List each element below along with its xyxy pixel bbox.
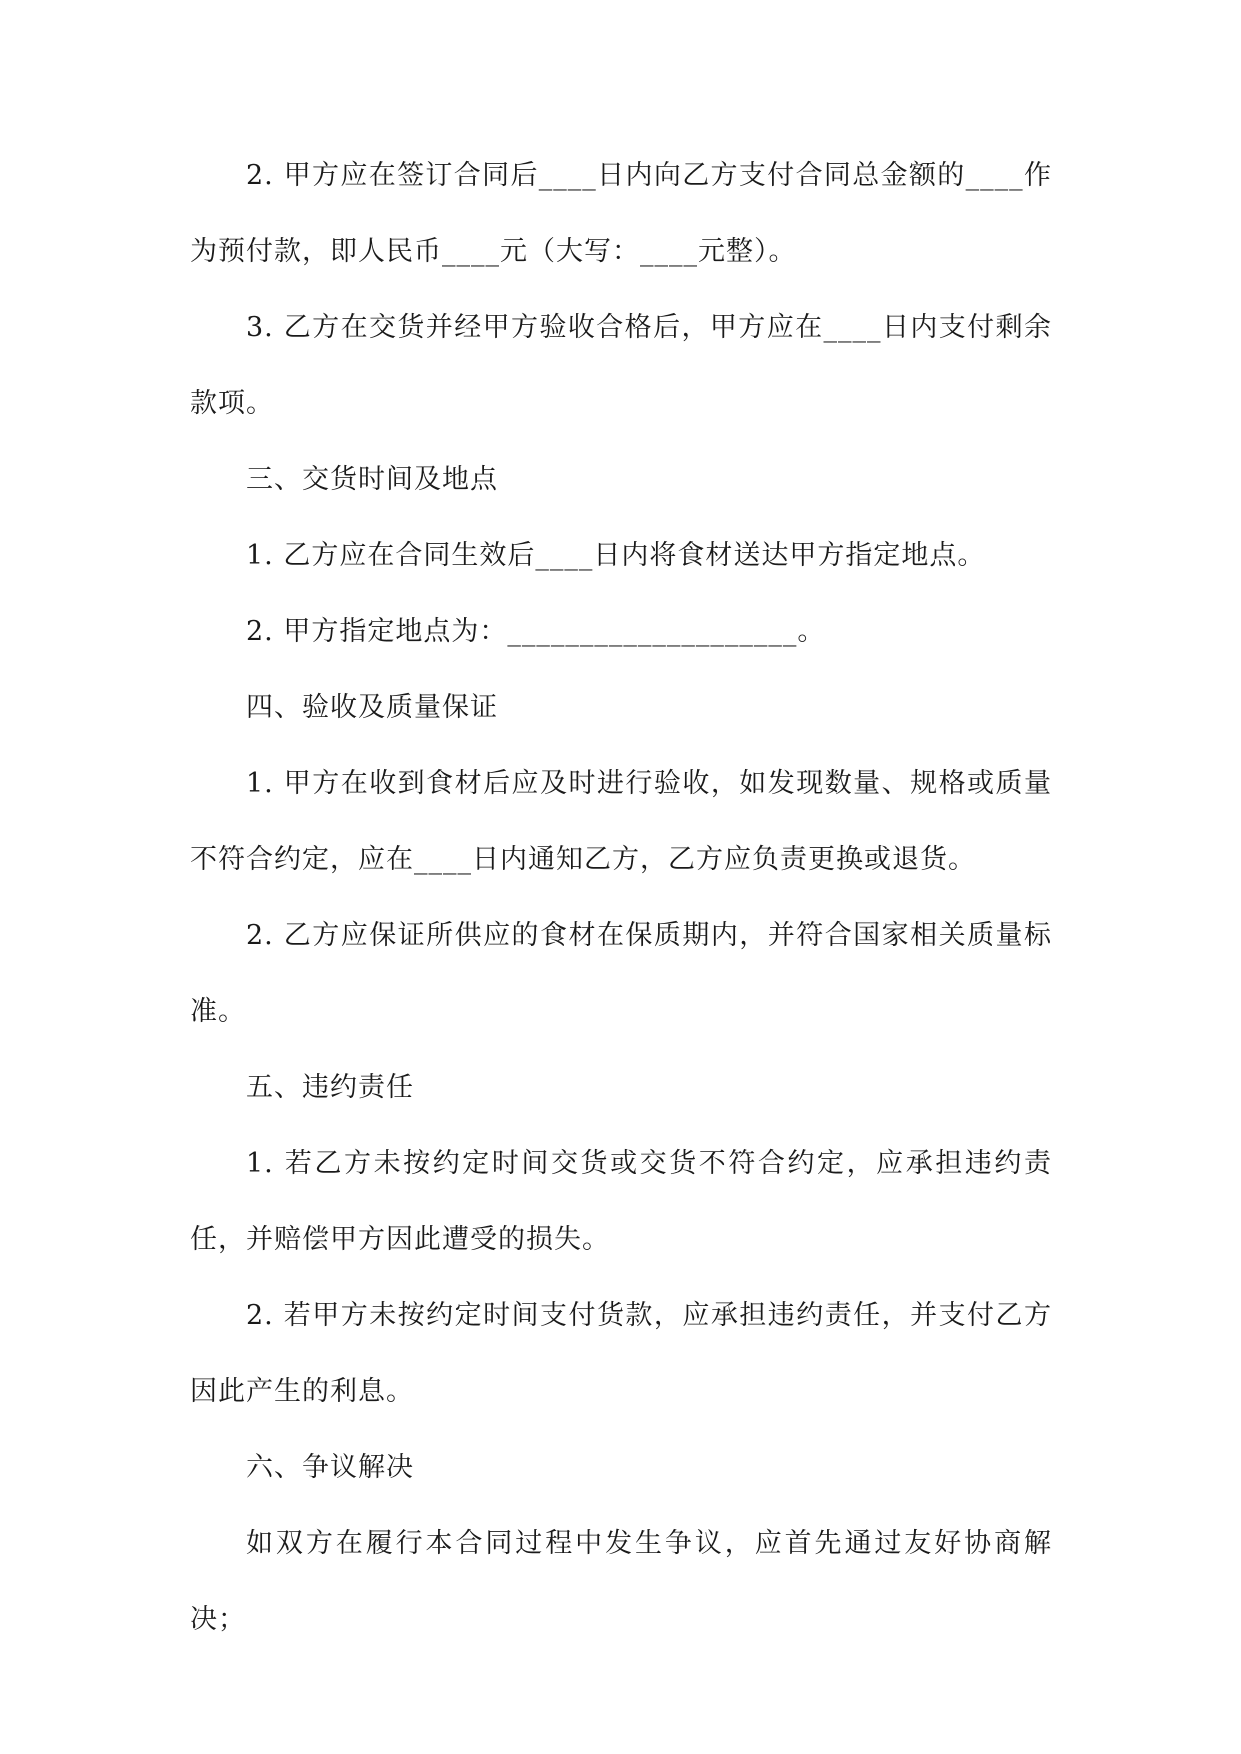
clause-liability-1: 1. 若乙方未按约定时间交货或交货不符合约定，应承担违约责任，并赔偿甲方因此遭受的损失。 <box>190 1148 1052 1255</box>
clause-liability-2: 2. 若甲方未按约定时间支付货款，应承担违约责任，并支付乙方因此产生的利息。 <box>190 1300 1052 1407</box>
section-heading-dispute: 六、争议解决 <box>246 1452 414 1483</box>
clause-delivery-1: 1. 乙方应在合同生效后____日内将食材送达甲方指定地点。 <box>246 540 986 571</box>
document-body <box>190 138 1052 1658</box>
clause-delivery-2: 2. 甲方指定地点为：____________________。 <box>246 616 826 647</box>
section-heading-delivery: 三、交货时间及地点 <box>246 464 498 495</box>
section-heading-acceptance: 四、验收及质量保证 <box>246 692 498 723</box>
clause-2-prepayment: 2. 甲方应在签订合同后____日内向乙方支付合同总金额的____作为预付款，即人民币____元（大写：____元整）。 <box>190 160 1052 267</box>
clause-acceptance-1: 1. 甲方在收到食材后应及时进行验收，如发现数量、规格或质量不符合约定，应在____日内通知乙方，乙方应负责更换或退货。 <box>190 768 1052 875</box>
section-heading-liability: 五、违约责任 <box>246 1072 414 1103</box>
clause-acceptance-2: 2. 乙方应保证所供应的食材在保质期内，并符合国家相关质量标准。 <box>190 920 1052 1027</box>
clause-3-remaining-payment: 3. 乙方在交货并经甲方验收合格后，甲方应在____日内支付剩余款项。 <box>190 312 1052 419</box>
clause-dispute: 如双方在履行本合同过程中发生争议，应首先通过友好协商解决； <box>190 1528 1052 1635</box>
